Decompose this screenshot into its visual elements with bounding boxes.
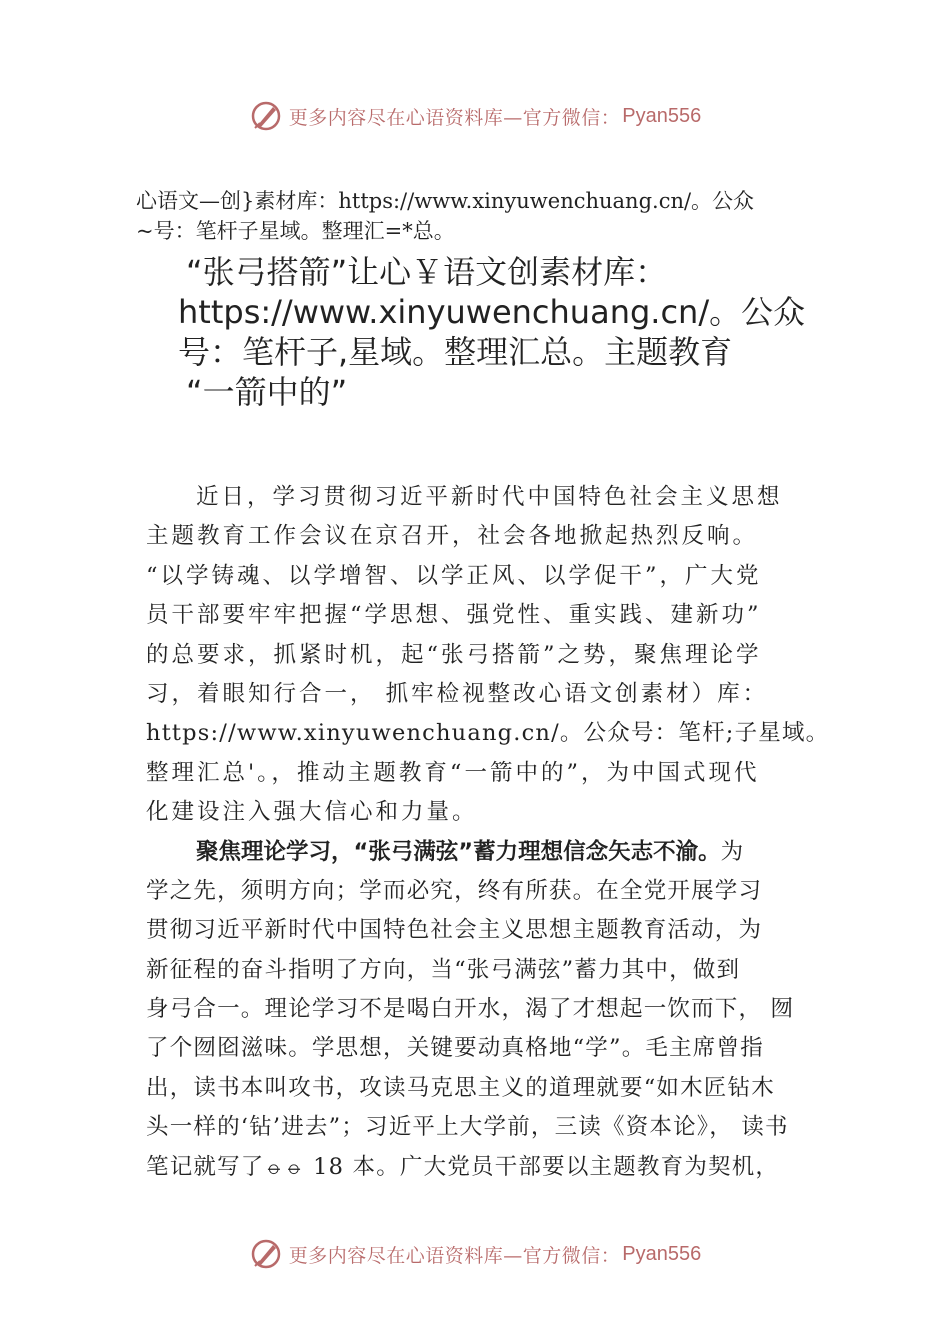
- title-line: “一箭中的”: [186, 373, 348, 411]
- paragraph-line: 笔记就写了⦵⦵ 18 本。广大党员干部要以主题教育为契机，: [146, 1153, 780, 1180]
- paragraph-line: 主题教育工作会议在京召开，社会各地掀起热烈反响。: [146, 523, 759, 550]
- heading-continuation: 为: [720, 838, 745, 865]
- footer-watermark-text: 更多内容尽在心语资料库—官方微信：: [288, 1244, 621, 1267]
- paragraph-line: 出，读书本叫攻书，攻读马克思主义的道理就要“如木匠钻木: [146, 1074, 775, 1101]
- header-watermark-wechat-id: Pyan556: [622, 104, 702, 127]
- paragraph-line: 了个囫囵滋味。学思想，关键要动真格地“学”。毛主席曾指: [146, 1035, 764, 1062]
- paragraph-line: 贯彻习近平新时代中国特色社会主义思想主题教育活动，为: [146, 917, 763, 944]
- paragraph-line: 化建设注入强大信心和力量。: [146, 799, 478, 826]
- title-line: https://www.xinyuwenchuang.cn/。公众: [178, 293, 806, 331]
- title-line: “张弓搭箭”让心￥语文创素材库：: [186, 253, 668, 291]
- paragraph-line: 习，着眼知行合一， 抓牢检视整改心语文创素材）库：: [146, 680, 769, 707]
- paragraph-line: 近日，学习贯彻习近平新时代中国特色社会主义思想: [196, 484, 783, 510]
- noise-line: ~号：笔杆子星域。整理汇=*总。: [136, 219, 455, 243]
- noise-text-block: [136, 186, 856, 246]
- quill-logo-icon: [249, 99, 283, 133]
- noise-line: 心语文—创}素材库：https://www.xinyuwenchuang.cn/。公众: [136, 189, 755, 213]
- document-title: [178, 252, 838, 412]
- paragraph-line: 员干部要牢牢把握“学思想、强党性、重实践、建新功”: [146, 602, 762, 629]
- footer-watermark-wechat-id: Pyan556: [622, 1242, 702, 1265]
- header-watermark-text: 更多内容尽在心语资料库—官方微信：: [288, 106, 621, 129]
- paragraph-line: 新征程的奋斗指明了方向，当“张弓满弦”蓄力其中，做到: [146, 956, 741, 983]
- quill-logo-icon: [249, 1237, 283, 1271]
- paragraph-line: 整理汇总'。，推动主题教育“一箭中的”，为中国式现代: [146, 759, 760, 786]
- document-body: [146, 478, 830, 1187]
- footer-watermark-banner: [0, 1234, 950, 1274]
- header-watermark-banner: [0, 96, 950, 136]
- section-heading: 聚焦理论学习，“张弓满弦”蓄力理想信念矢志不渝。: [196, 838, 721, 865]
- paragraph-line: 的总要求，抓紧时机，起“张弓搭箭”之势，聚焦理论学: [146, 641, 762, 668]
- paragraph-line: 头一样的‘钻’进去”；习近平上大学前，三读《资本论》， 读书: [146, 1114, 789, 1141]
- paragraph-line: 身弓合一。理论学习不是喝白开水，渴了才想起一饮而下， 囫: [146, 996, 795, 1023]
- paragraph-line: 学之先，须明方向；学而必究，终有所获。在全党开展学习: [146, 877, 763, 904]
- paragraph-line: “以学铸魂、以学增智、以学正风、以学促干”，广大党: [146, 562, 762, 589]
- paragraph-line-url: https://www.xinyuwenchuang.cn/。公众号：笔杆;子星域。: [146, 720, 830, 747]
- title-line: 号：笔杆子,星域。整理汇总。主题教育: [178, 333, 733, 371]
- paragraph-heading-line: [146, 833, 826, 872]
